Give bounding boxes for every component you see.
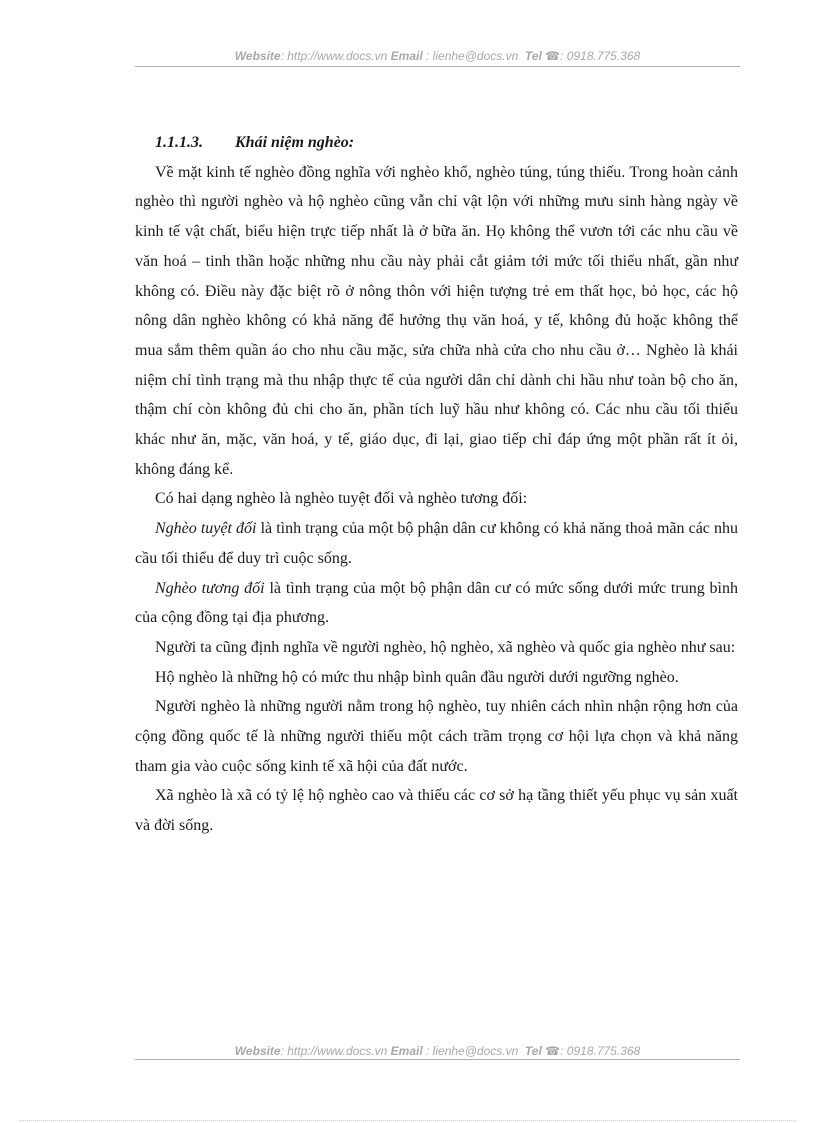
term-relative-poverty: Nghèo tương đối [155,579,265,597]
paragraph-economic-poverty: Về mặt kinh tế nghèo đồng nghĩa với nghèo khổ, nghèo túng, túng thiếu. Trong hoàn cảnh nghèo thì người nghèo và hộ nghèo cũng vẫn chỉ vật lộn với những mưu sinh hàng ngày về kinh tế vật chất, biểu hiện trực tiếp nhất là ở bữa ăn. Họ không thể vươn tới các nhu cầu về văn hoá – tinh thần hoặc những nhu cầu này phải cắt giảm tới mức tối thiểu nhất, gần như không có. Điều này đặc biệt rõ ở nông thôn với hiện tượng trẻ em thất học, bỏ học, các hộ nông dân nghèo không có khả năng để hưởng thụ văn hoá, y tế, không đủ hoặc không thể mua sắm thêm quần áo cho nhu cầu mặc, sửa chữa nhà cửa cho nhu cầu ở… Nghèo là khái niệm chỉ tình trạng mà thu nhập thực tế của người dân chỉ dành chi hầu như toàn bộ cho ăn, thậm chí còn không đủ chi cho ăn, phần tích luỹ hầu như không có. Các nhu cầu tối thiểu khác như ăn, mặc, văn hoá, y tế, giáo dục, đi lại, giao tiếp chỉ đáp ứng một phần rất ít ỏi, không đáng kể. [135,163,738,478]
section-heading [155,128,738,158]
paragraph-absolute-poverty [135,514,738,573]
footer-website-link[interactable]: : http://www.docs.vn [280,1044,388,1058]
paragraph-poor-commune: Xã nghèo là xã có tỷ lệ hộ nghèo cao và thiếu các cơ sở hạ tầng thiết yếu phục vụ sản xuất và đời sống. [135,787,738,835]
page-header [135,49,740,63]
definition-absolute-poverty: là tình trạng của một bộ phận dân cư không có khả năng thoả mãn các nhu cầu tối thiểu để duy trì cuộc sống. [135,520,738,567]
header-tel-label: Tel [524,49,542,63]
paragraph-two-forms: Có hai dạng nghèo là nghèo tuyệt đối và nghèo tương đối: [155,490,528,508]
telephone-icon: ☎ [545,1044,561,1058]
header-email-label: Email [390,49,423,63]
footer-divider [135,1059,740,1060]
footer-email-label: Email [390,1044,423,1058]
footer-email-link[interactable]: : lienhe@docs.vn [426,1044,519,1058]
header-divider [135,66,740,67]
term-absolute-poverty: Nghèo tuyệt đối [155,520,257,538]
footer-tel-value: : 0918.775.368 [560,1044,641,1058]
telephone-icon: ☎ [545,49,561,63]
footer-website-label: Website [234,1044,281,1058]
definition-relative-poverty: là tình trạng của một bộ phận dân cư có mức sống dưới mức trung bình của cộng đồng tại địa phương. [135,579,738,627]
header-website-link[interactable]: : http://www.docs.vn [280,49,388,63]
paragraph-poor-household: Hộ nghèo là những hộ có mức thu nhập bình quân đầu người dưới ngưỡng nghèo. [155,668,679,686]
footer-tel-label: Tel [524,1044,542,1058]
section-number: 1.1.1.3. [155,134,203,151]
page-footer [135,1044,740,1058]
paragraph-definitions-intro: Người ta cũng định nghĩa về người nghèo, hộ nghèo, xã nghèo và quốc gia nghèo như sau: [155,638,736,656]
document-body [135,128,738,841]
paragraph-poor-person: Người nghèo là những người nằm trong hộ nghèo, tuy nhiên cách nhìn nhận rộng hơn của cộng đồng quốc tế là những người thiếu một cách trầm trọng cơ hội lựa chọn và khả năng tham gia vào cuộc sống kinh tế xã hội của đất nước. [135,698,738,775]
header-email-link[interactable]: : lienhe@docs.vn [426,49,519,63]
paragraph-relative-poverty [135,574,738,633]
header-website-label: Website [234,49,281,63]
page-edge-divider [20,1120,796,1121]
header-tel-value: : 0918.775.368 [560,49,641,63]
section-title: Khái niệm nghèo: [235,134,355,151]
